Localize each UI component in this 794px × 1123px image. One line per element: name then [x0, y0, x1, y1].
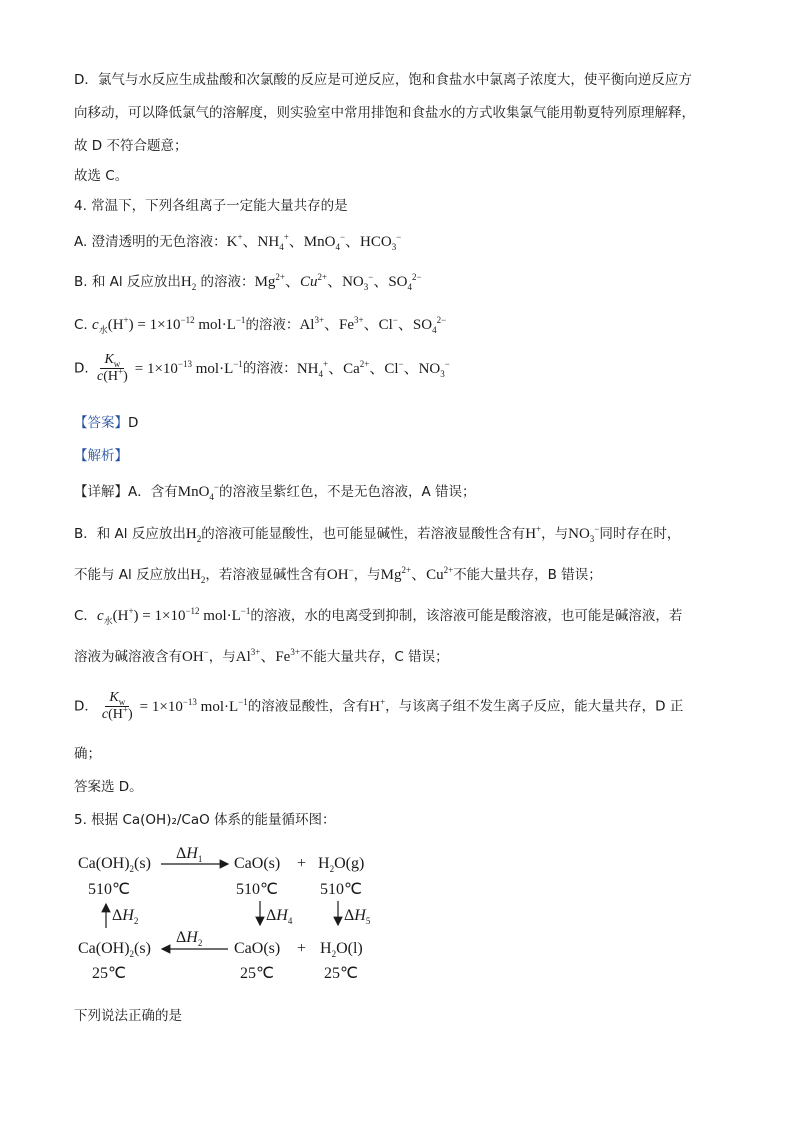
paragraph-line: D．氯气与水反应生成盐酸和次氯酸的反应是可逆反应，饱和食盐水中氯离子浓度大，使平衡向逆反应方 [74, 72, 692, 88]
species-label: CaO(s) [234, 855, 281, 872]
answer-tag: 【答案】 [74, 415, 128, 431]
explanation-b-2: 不能与 Al 反应放出$H_2$，若溶液显碱性含有OH−，与$Mg^{2+}$、$Cu^{2+}$不能大量共存，B 错误； [74, 565, 602, 585]
paragraph-line: 向移动，可以降低氯气的溶解度，则实验室中常用排饱和食盐水的方式收集氯气能用勒夏特列原理解释， [74, 105, 695, 121]
temperature-label: 510℃ [236, 881, 278, 898]
explanation-b-1: B．和 Al 反应放出$H_2$的溶液可能显酸性，也可能显碱性，若溶液显酸性含有H+，与$NO_3^-$同时存在时， [74, 524, 681, 544]
question-prompt: 下列说法正确的是 [74, 1008, 182, 1024]
temperature-label: 510℃ [320, 881, 362, 898]
temperature-label: 510℃ [88, 881, 130, 898]
energy-cycle-diagram [74, 845, 404, 985]
enthalpy-label: $\Delta H_4$ [266, 907, 293, 927]
species-label: $Ca(OH)_2(s)$ [78, 940, 151, 960]
paragraph-line: 故 D 不符合题意； [74, 138, 188, 154]
enthalpy-label: $\Delta H_1$ [176, 845, 203, 865]
enthalpy-label: $\Delta H_2$ [112, 907, 139, 927]
option-d: D. $\frac{K_w}{c(H^+)}$ = $1\times 10^{-13}$ $mol\cdot L^{-1}$的溶液：$NH_4^+$、$Ca^{2+}$、Cl−、$NO_3^-$ [74, 352, 450, 384]
species-label: CaO(s) [234, 940, 281, 957]
kw-fraction: $\frac{K_w}{c(H^+)}$ [96, 352, 128, 384]
temperature-label: 25℃ [324, 965, 358, 982]
explanation-a: 【详解】A．含有MnO$_4$−的溶液呈紫红色，不是无色溶液，A 错误； [74, 482, 476, 502]
option-b: B. 和 Al 反应放出$H_2$ 的溶液：$Mg^{2+}$、$Cu^{2+}$、$NO_3^-$、$SO_4^{2-}$ [74, 272, 422, 292]
enthalpy-label: $\Delta H_2$ [176, 929, 203, 949]
answer-line: 【答案】D [74, 415, 139, 431]
plus-sign: + [297, 940, 307, 957]
option-c: C. $c_水(H^+) = 1\times 10^{-12}$ $mol\cdot L^{-1}$的溶液：$Al^{3+}$、$Fe^{3+}$、Cl−、$SO_4^{2-}$ [74, 315, 447, 335]
species-label: $Ca(OH)_2(s)$ [78, 855, 151, 875]
enthalpy-label: $\Delta H_5$ [344, 907, 371, 927]
temperature-label: 25℃ [240, 965, 274, 982]
option-a: A. 澄清透明的无色溶液：K+、$NH_4^+$、MnO$_4$−、$HCO_3^-$ [74, 232, 402, 252]
explanation-c-2: 溶液为碱溶液含有OH−，与$Al^{3+}$、$Fe^{3+}$不能大量共存，C 错误； [74, 647, 449, 665]
question-stem: 5. 根据 Ca(OH)₂/CaO 体系的能量循环图： [74, 812, 336, 828]
paragraph-line: 故选 C。 [74, 168, 129, 184]
final-answer: 答案选 D。 [74, 779, 143, 795]
plus-sign: + [297, 855, 307, 872]
explanation-d-2: 确； [74, 746, 101, 762]
analysis-tag: 【解析】 [74, 448, 128, 464]
species-label: $H_2O(g)$ [318, 855, 365, 875]
species-label: $H_2O(l)$ [320, 940, 363, 960]
question-stem: 4. 常温下，下列各组离子一定能大量共存的是 [74, 198, 348, 214]
kw-fraction: $\frac{K_w}{c(H^+)}$ [101, 690, 133, 722]
temperature-label: 25℃ [92, 965, 126, 982]
explanation-c-1: C．$c_水(H^+) = 1\times 10^{-12}$ $mol\cdot L^{-1}$的溶液，水的电离受到抑制，该溶液可能是酸溶液，也可能是碱溶液，若 [74, 606, 683, 626]
explanation-d-1: D． $\frac{K_w}{c(H^+)}$ = $1\times 10^{-13}$ $mol\cdot L^{-1}$的溶液显酸性，含有H+，与该离子组不发生离子反应，能大量共存，D 正 [74, 690, 684, 722]
